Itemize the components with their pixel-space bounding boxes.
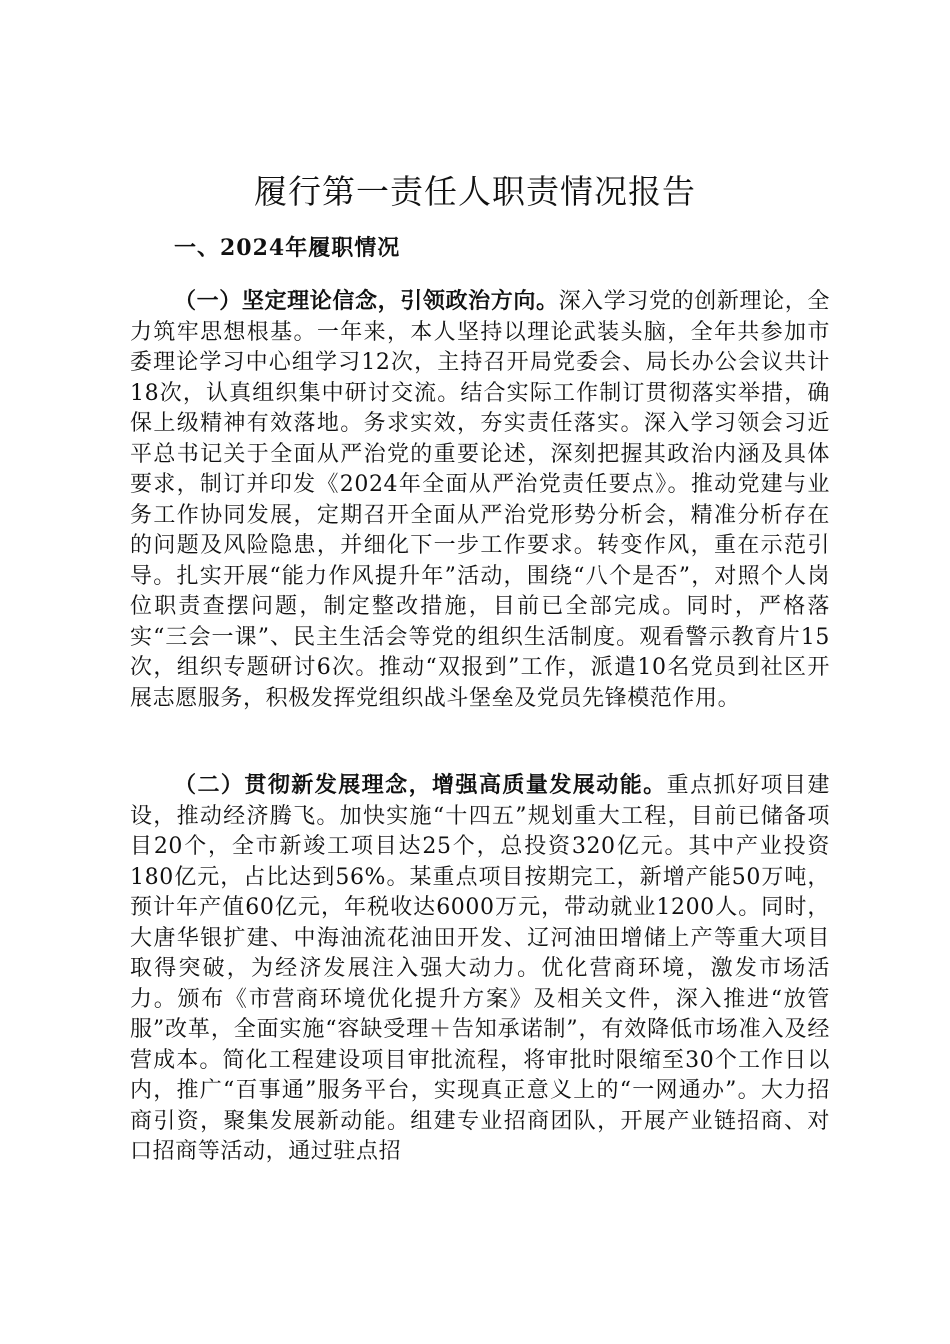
paragraph-development xyxy=(130,770,830,1168)
section-heading: 一、2024年履职情况 xyxy=(174,235,401,261)
paragraph-lead: （一）坚定理论信念，引领政治方向。 xyxy=(174,288,559,314)
paragraph-body: 深入学习党的创新理论，全力筑牢思想根基。一年来，本人坚持以理论武装头脑，全年共参加市委理论学习中心组学习12次，主持召开局党委会、局长办公会议共计18次，认真组织集中研讨交流。结合实际工作制订贯彻落实举措，确保上级精神有效落地。务求实效，夯实责任落实。深入学习领会习近平总书记关于全面从严治党的重要论述，深刻把握其政治内涵及具体要求，制订并印发《2024年全面从严治党责任要点》。推动党建与业务工作协同发展，定期召开全面从严治党形势分析会，精准分析存在的问题及风险隐患，并细化下一步工作要求。转变作风，重在示范引导。扎实开展“能力作风提升年”活动，围绕“八个是否”，对照个人岗位职责查摆问题，制定整改措施，目前已全部完成。同时，严格落实“三会一课”、民主生活会等党的组织生活制度。观看警示教育片15次，组织专题研讨6次。推动“双报到”工作，派遣10名党员到社区开展志愿服务，积极发挥党组织战斗堡垒及党员先锋模范作用。 xyxy=(130,289,830,711)
paragraph-lead: （二）贯彻新发展理念，增强高质量发展动能。 xyxy=(174,772,667,798)
paragraph-body: 重点抓好项目建设，推动经济腾飞。加快实施“十四五”规划重大工程，目前已储备项目20个，全市新竣工项目达25个，总投资320亿元。其中产业投资180亿元，占比达到56%。某重点项目按期完工，新增产能50万吨，预计年产值60亿元，年税收达6000万元，带动就业1200人。同时，大唐华银扩建、中海油流花油田开发、辽河油田增储上产等重大项目取得突破，为经济发展注入强大动力。优化营商环境，激发市场活力。颁布《市营商环境优化提升方案》及相关文件，深入推进“放管服”改革，全面实施“容缺受理＋告知承诺制”，有效降低市场准入及经营成本。简化工程建设项目审批流程，将审批时限缩至30个工作日以内，推广“百事通”服务平台，实现真正意义上的“一网通办”。大力招商引资，聚集发展新动能。组建专业招商团队，开展产业链招商、对口招商等活动，通过驻点招 xyxy=(130,773,830,1164)
document-title: 履行第一责任人职责情况报告 xyxy=(254,172,696,211)
paragraph-political-direction xyxy=(130,286,830,714)
